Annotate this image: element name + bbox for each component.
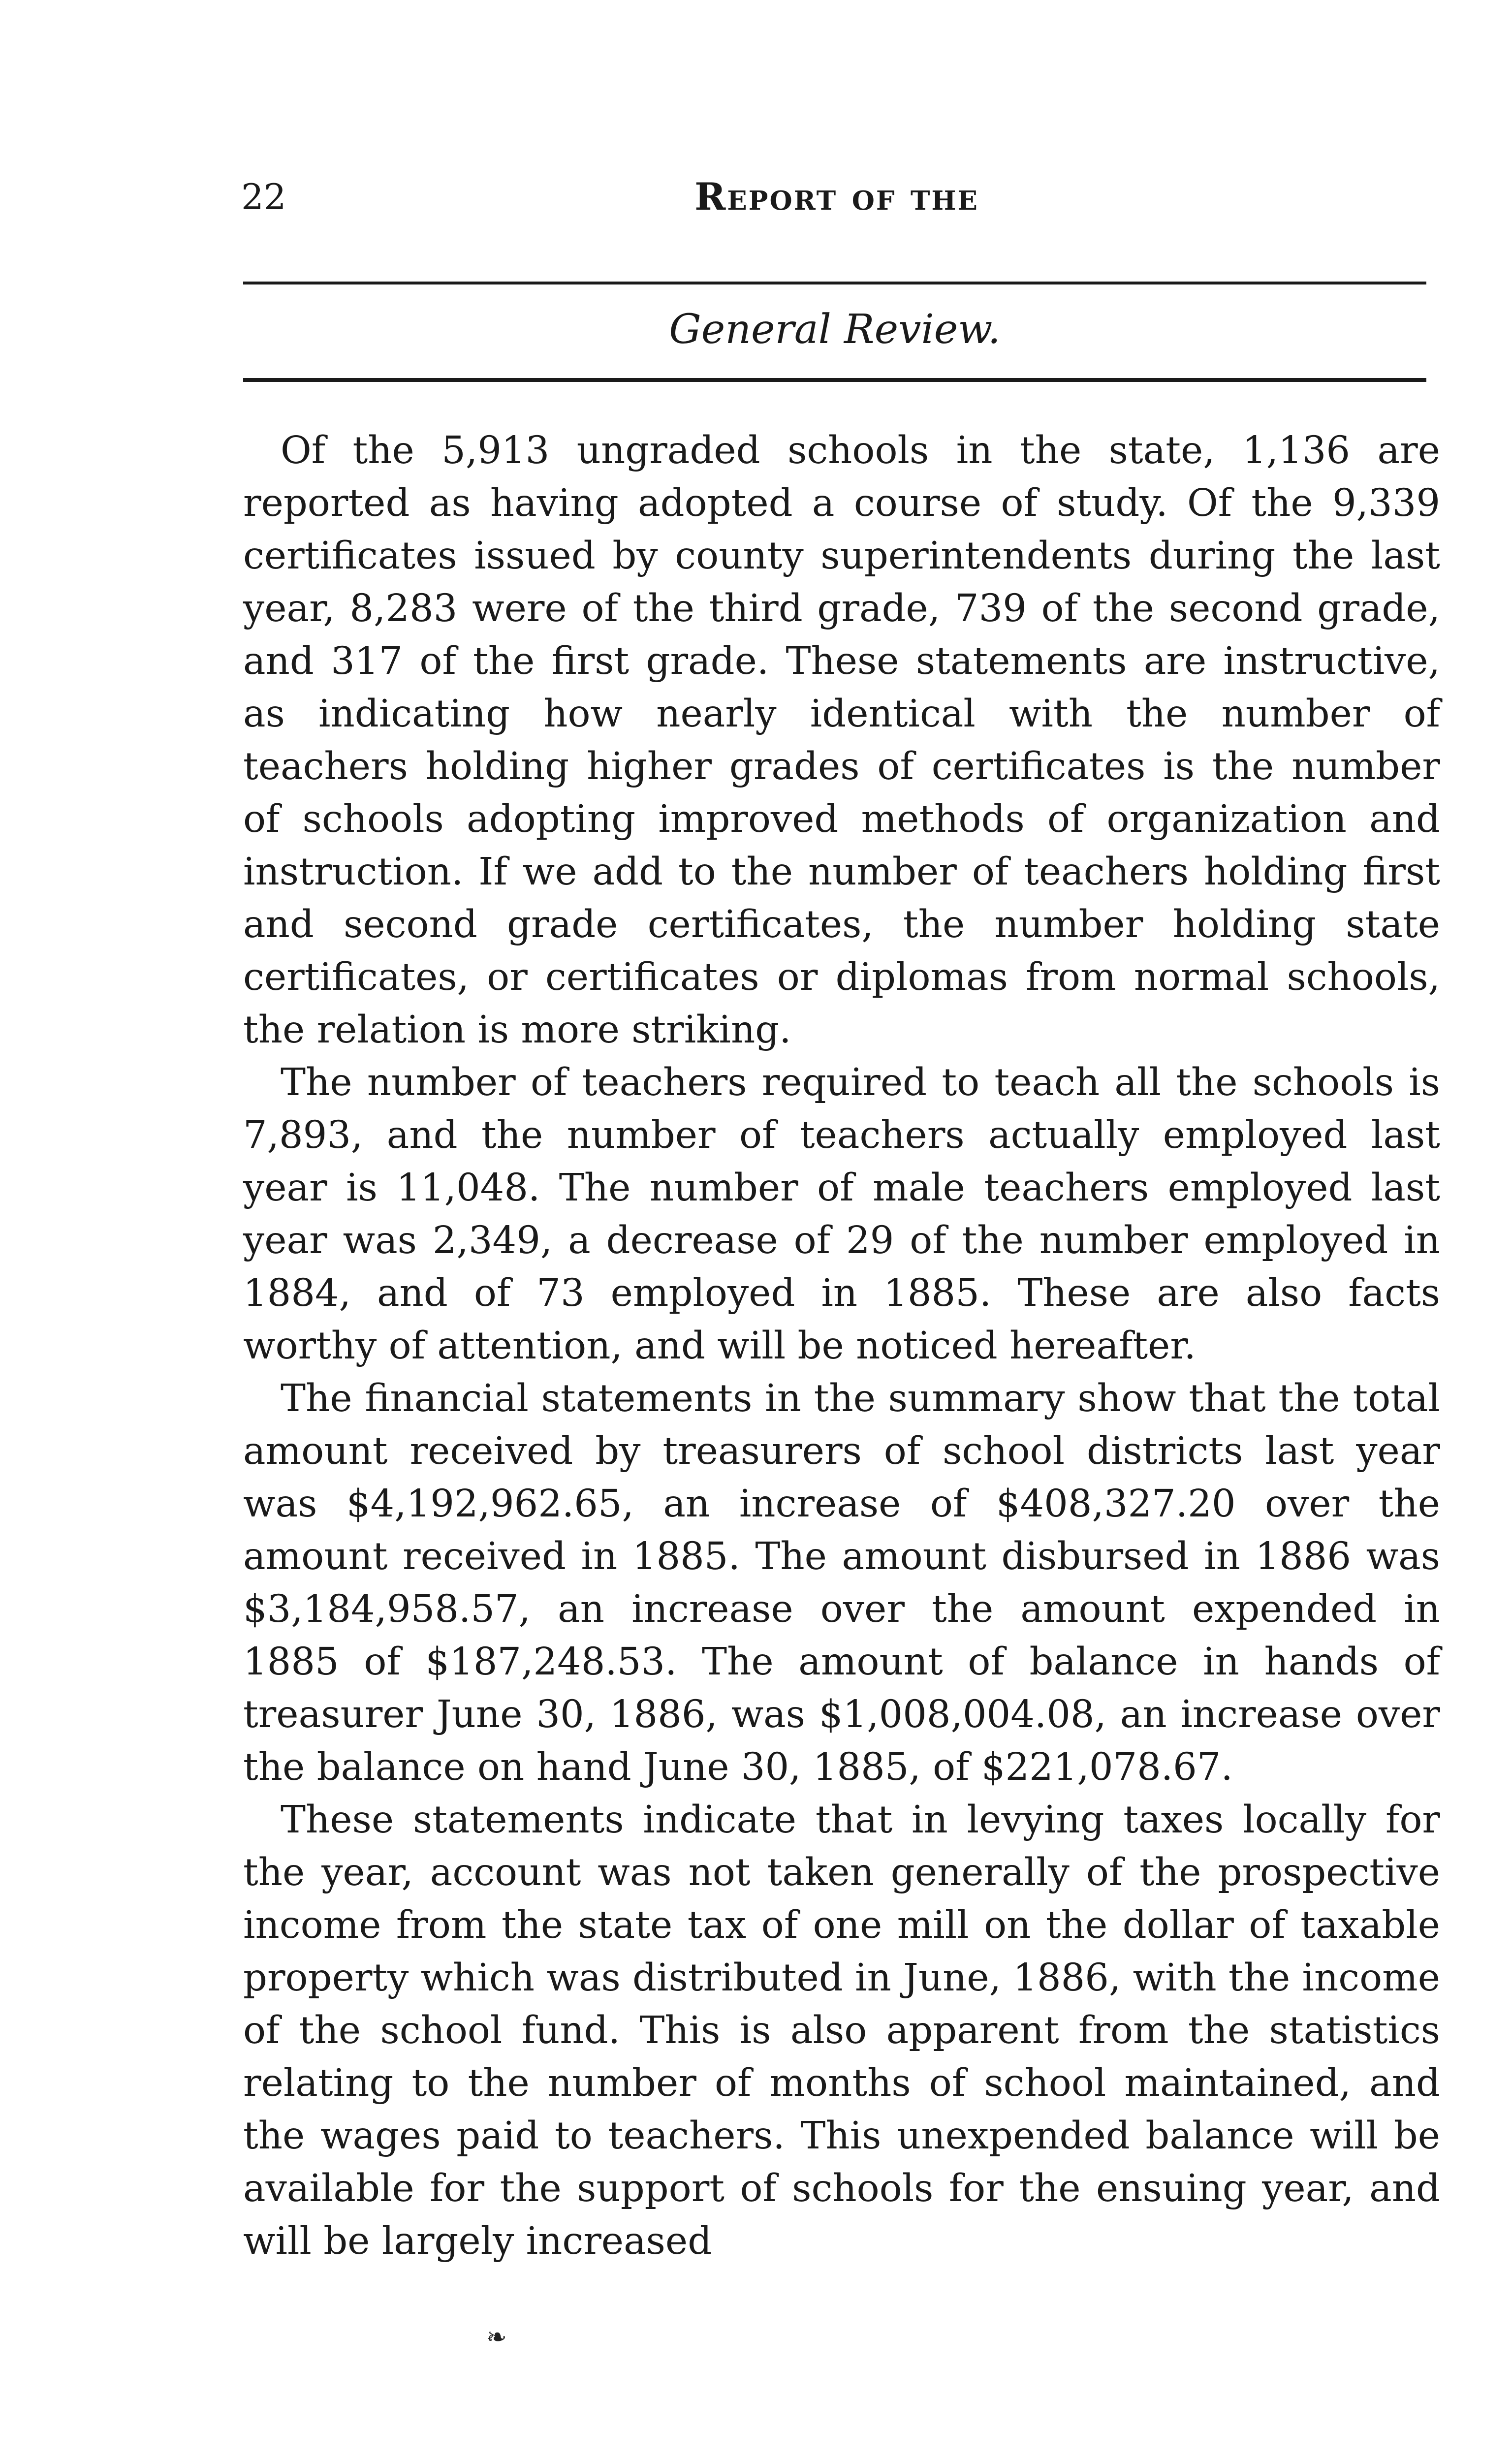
page-number: 22 <box>241 176 286 218</box>
bottom-rule <box>243 378 1426 382</box>
running-head <box>241 170 1432 224</box>
paragraph-3: The financial statements in the summary show that the total amount received by treasurers of school districts last year was $4,192,962.65, an increase of $408,327.20 over the amount received in 1885. The amount disbursed in 1886 was $3,184,958.57, an increase over the amount expended in 1885 of $187,248.53. The amount of balance in hands of treasurer June 30, 1886, was $1,008,004.08, an increase over the balance on hand June 30, 1885, of $221,078.67. <box>243 1377 1440 1789</box>
printers-mark-icon: ❧ <box>486 2323 507 2351</box>
body-text <box>243 424 1440 2268</box>
paragraph-4: These statements indicate that in levying taxes locally for the year, account was not taken generally of the prospective income from the state tax of one mill on the dollar of taxable property which was distributed in June, 1886, with the income of the school fund. This is also apparent from the statistics relating to the number of months of school maintained, and the wages paid to teachers. This unexpended balance will be available for the support of schools for the ensuing year, and will be largely increased <box>243 1798 1440 2263</box>
paragraph-2: The number of teachers required to teach all the schools is 7,893, and the number of teachers actually employed last year is 11,048. The number of male teachers employed last year was 2,349, a decrease of 29 of the number employed in 1884, and of 73 employed in 1885. These are also facts worthy of attention, and will be noticed hereafter. <box>243 1061 1440 1368</box>
running-head-title: Report of the <box>694 175 979 219</box>
paragraph-1: Of the 5,913 ungraded schools in the state, 1,136 are reported as having adopted a course of study. Of the 9,339 certificates issued by county superintendents during the last year, 8,283 were of the third grade, 739 of the second grade, and 317 of the first grade. These statements are instructive, as indicating how nearly identical with the number of teachers holding higher grades of certificates is the number of schools adopting improved methods of organization and instruction. If we add to the number of teachers holding first and second grade certificates, the number holding state certificates, or certificates or diplomas from normal schools, the relation is more striking. <box>243 429 1440 1052</box>
section-title: General Review. <box>669 306 1001 353</box>
top-rule <box>243 282 1426 284</box>
